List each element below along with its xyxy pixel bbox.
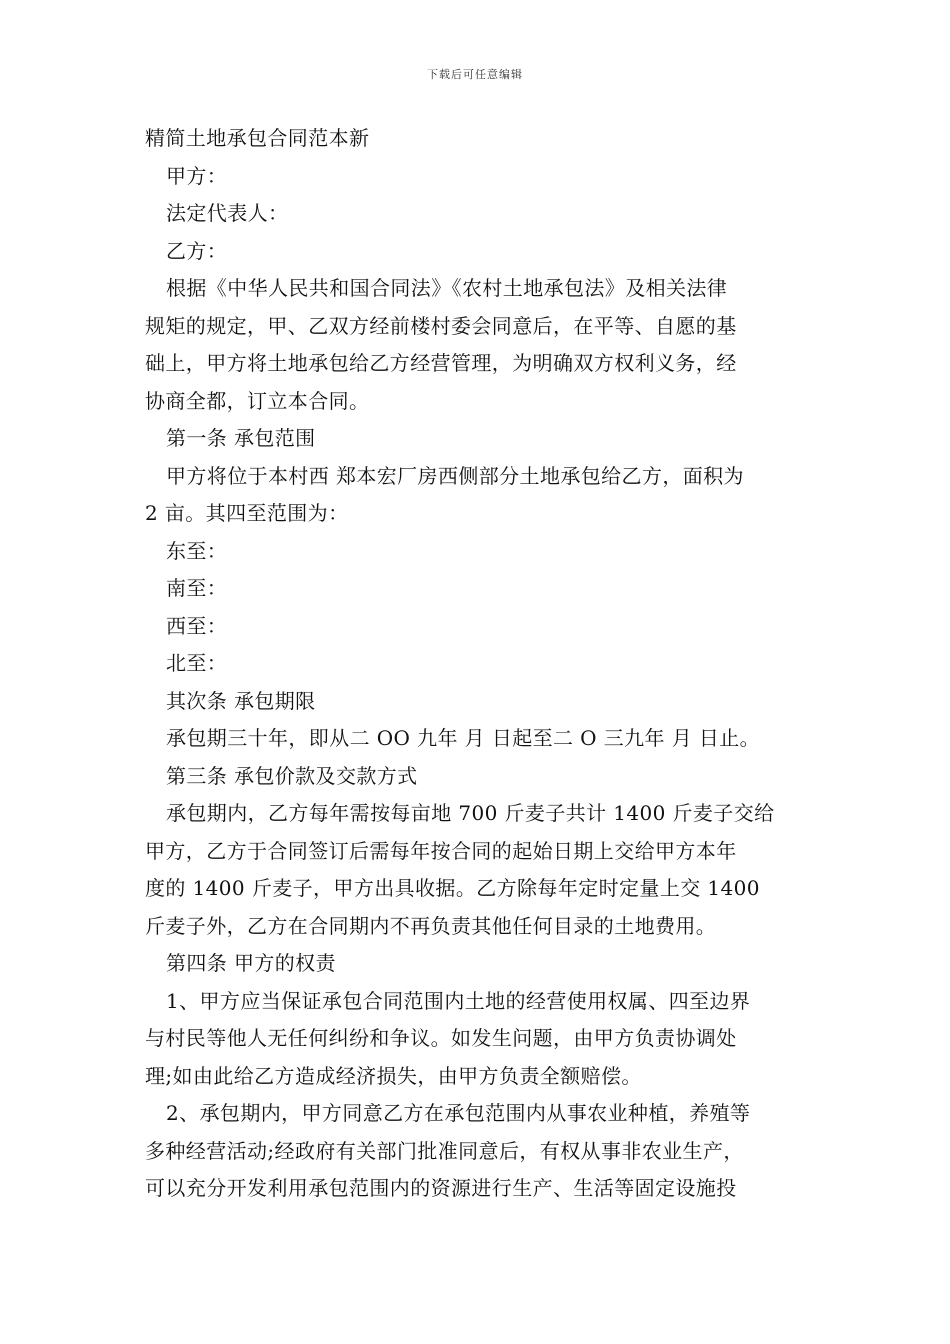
intro-line: 础上，甲方将土地承包给乙方经营管理，为明确双方权利义务，经 (145, 351, 737, 375)
article-3-line: 甲方，乙方于合同签订后需每年按合同的起始日期上交给甲方本年 (145, 838, 737, 863)
party-b-label: 乙方： (166, 238, 228, 263)
party-a-label: 甲方： (166, 163, 228, 188)
page-header-note: 下载后可任意编辑 (427, 68, 523, 81)
article-3-line: 斤麦子外，乙方在合同期内不再负责其他任何目录的土地费用。 (145, 913, 717, 938)
article-2-title: 其次条 承包期限 (166, 688, 316, 713)
article-3-line: 度的 1400 斤麦子，甲方出具收据。乙方除每年定时定量上交 1400 (145, 876, 760, 900)
legal-representative-label: 法定代表人： (166, 201, 289, 225)
intro-line: 协商全都，订立本合同。 (145, 388, 370, 413)
article-1-title: 第一条 承包范围 (166, 426, 316, 450)
item-1-line: 1、甲方应当保证承包合同范围内土地的经营使用权属、四至边界 (166, 988, 751, 1013)
intro-line: 根据《中华人民共和国合同法》《农村土地承包法》及相关法律 (166, 276, 728, 300)
document-title: 精简土地承包合同范本新 (145, 126, 370, 150)
article-3-line: 承包期内，乙方每年需按每亩地 700 斤麦子共计 1400 斤麦子交给 (166, 801, 775, 825)
boundary-south: 南至： (166, 576, 228, 600)
article-4-title: 第四条 甲方的权责 (166, 951, 336, 975)
article-1-line: 甲方将位于本村西 郑本宏厂房西侧部分土地承包给乙方，面积为 (166, 463, 744, 488)
article-3-title: 第三条 承包价款及交款方式 (166, 763, 418, 788)
article-4-item-1 (145, 983, 809, 1096)
article-4-item-2 (145, 1095, 809, 1208)
article-1-paragraph (145, 458, 809, 533)
item-2-line: 多种经营活动;经政府有关部门批准同意后，有权从事非农业生产， (145, 1138, 744, 1163)
boundary-west: 西至： (166, 613, 228, 638)
article-3-paragraph (145, 795, 809, 945)
document-body (145, 120, 809, 1208)
item-2-line: 可以充分开发利用承包范围内的资源进行生产、生活等固定设施投 (145, 1176, 737, 1200)
item-1-line: 与村民等他人无任何纠纷和争议。如发生问题，由甲方负责协调处 (145, 1026, 737, 1050)
article-1-line: 2 亩。其四至范围为： (145, 501, 349, 525)
intro-paragraph (145, 270, 809, 420)
article-2-text: 承包期三十年，即从二 OO 九年 月 日起至二 O 三九年 月 日止。 (166, 726, 761, 750)
intro-line: 规矩的规定，甲、乙双方经前楼村委会同意后，在平等、自愿的基 (145, 313, 737, 338)
item-1-line: 理;如由此给乙方造成经济损失，由甲方负责全额赔偿。 (145, 1063, 642, 1088)
item-2-line: 2、承包期内，甲方同意乙方在承包范围内从事农业种植，养殖等 (166, 1101, 751, 1125)
boundary-north: 北至： (166, 651, 228, 675)
boundary-east: 东至： (166, 538, 228, 563)
